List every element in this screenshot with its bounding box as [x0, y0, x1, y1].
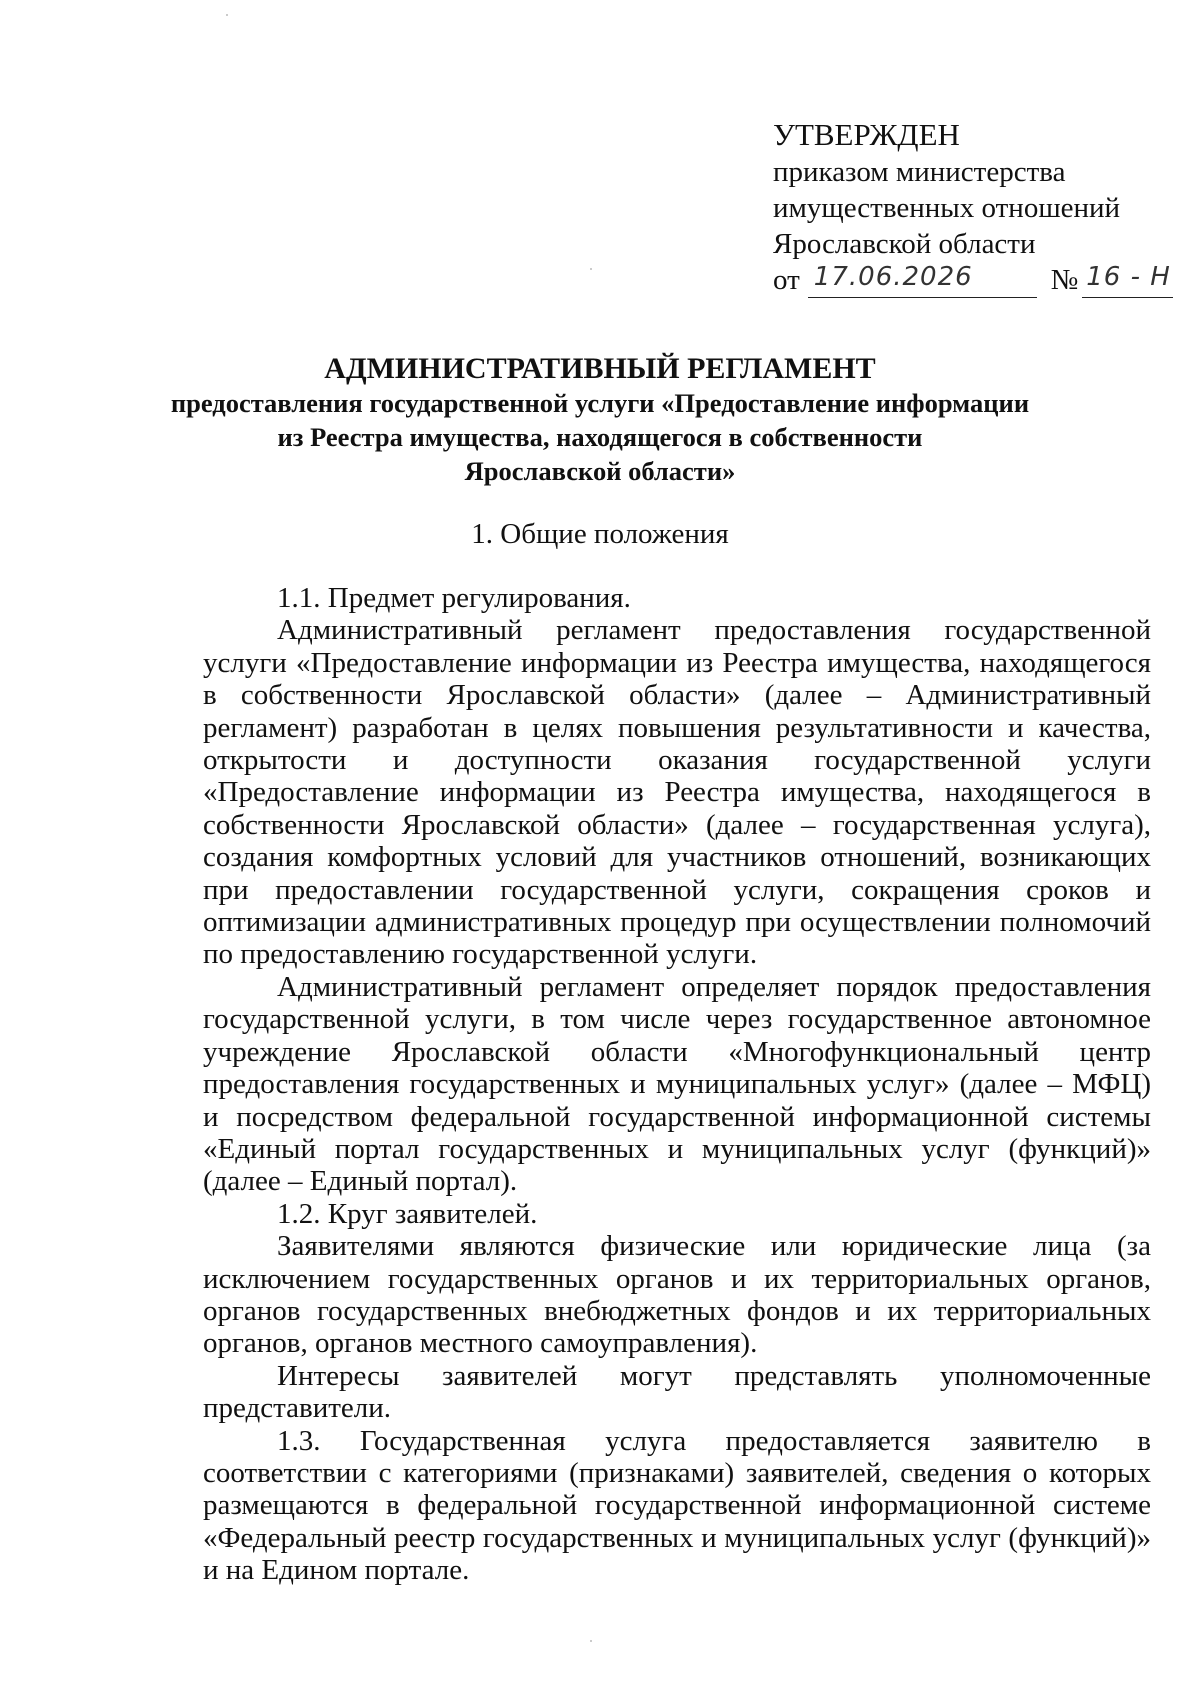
scan-speck	[590, 1640, 592, 1642]
document-subtitle	[0, 386, 1200, 488]
approval-line: Ярославской области	[773, 228, 1036, 260]
handwritten-date: 17.06.2026	[813, 262, 973, 292]
approval-date-number-row	[773, 262, 1173, 298]
paragraph: Заявителями являются физические или юридические лица (за исключением государственных органов и их территориальных органов, органов государственных внебюджетных фондов и их территориальных органов, органов местного самоуправления).	[203, 1230, 1151, 1360]
number-prefix: №	[1050, 264, 1079, 296]
date-prefix: от	[773, 264, 800, 296]
subtitle-line: Ярославской области»	[464, 456, 736, 486]
handwritten-number: 16 - Н	[1086, 262, 1171, 292]
paragraph: 1.2. Круг заявителей.	[277, 1197, 538, 1230]
subtitle-line: предоставления государственной услуги «Предоставление информации	[170, 388, 1030, 418]
paragraph: 1.1. Предмет регулирования.	[277, 582, 631, 614]
document-title: АДМИНИСТРАТИВНЫЙ РЕГЛАМЕНТ	[324, 352, 876, 385]
section-heading: 1. Общие положения	[471, 518, 729, 550]
scan-speck	[226, 14, 228, 16]
subtitle-line: из Реестра имущества, находящегося в собственности	[277, 422, 923, 452]
paragraph: Интересы заявителей могут представлять уполномоченные представители.	[203, 1359, 1151, 1425]
document-body	[203, 582, 1151, 1587]
paragraph: Административный регламент предоставления государственной услуги «Предоставление информации из Реестра имущества, находящегося в собственности Ярославской области» (далее – Административный регламент) разработан в целях повышения результативности и качества, открытости и доступности оказания государственной услуги «Предоставление информации из Реестра имущества, находящегося в собственности Ярославской области» (далее – государственная услуга), создания комфортных условий для участников отношений, возникающих при предоставлении государственной услуги, сокращения сроков и оптимизации административных процедур при осуществлении полномочий по предоставлению государственной услуги.	[203, 614, 1151, 971]
number-field	[1082, 263, 1173, 298]
approval-stamp-block	[773, 116, 1173, 298]
paragraph: 1.3. Государственная услуга предоставляется заявителю в соответствии с категориями (признаками) заявителей, сведения о которых размещаются в федеральной государственной информационной системе «Федеральный реестр государственных и муниципальных услуг (функций)» и на Едином портале.	[203, 1424, 1151, 1587]
paragraph: Административный регламент определяет порядок предоставления государственной услуги, в том числе через государственное автономное учреждение Ярославской области «Многофункциональный центр предоставления государственных и муниципальных услуг» (далее – МФЦ) и посредством федеральной государственной информационной системы «Единый портал государственных и муниципальных услуг (функций)» (далее – Единый портал).	[203, 970, 1151, 1198]
scan-speck	[590, 268, 592, 270]
approval-heading: УТВЕРЖДЕН	[773, 117, 960, 152]
approval-line: приказом министерства	[773, 156, 1066, 188]
approval-line: имущественных отношений	[773, 192, 1121, 224]
date-field	[808, 263, 1037, 298]
